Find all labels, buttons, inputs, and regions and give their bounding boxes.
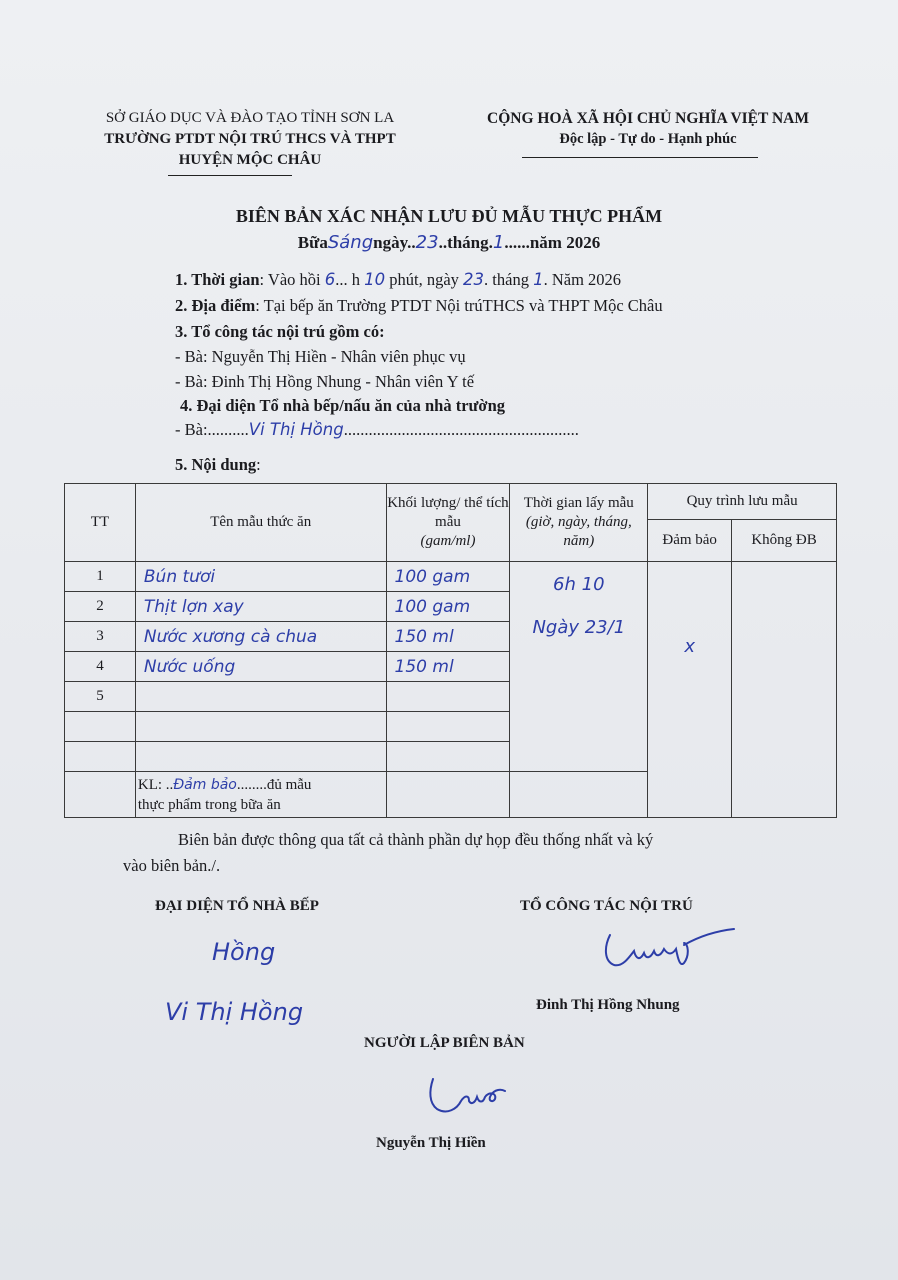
ok-cell [648,562,732,818]
col-ok: Đảm bảo [648,520,732,562]
closing-line-2: vào biên bản./. [123,856,221,875]
conclusion-value: Đảm bảo [173,776,237,793]
meal-year: năm 2026 [529,233,601,252]
section-board-label: 3. Tổ công tác nội trú gồm có: [175,322,385,341]
section-time-month: 1 [533,270,544,289]
row-food: Nước xương cà chua [135,622,386,652]
meal-name: Sáng [327,232,374,253]
section-time-text-b: h [351,270,360,289]
meal-month: 1 [492,232,505,253]
not-ok-cell [732,562,837,818]
board-signature-title: TỔ CÔNG TÁC NỘI TRÚ [520,898,693,914]
meal-day-label: ngày [373,233,408,252]
row-tt: 2 [65,592,136,622]
row-food: Thịt lợn xay [135,592,386,622]
section-content-label: 5. Nội dung [175,455,257,474]
row-weight: 150 ml [386,622,510,652]
section-time-label: 1. Thời gian [175,270,260,289]
col-time-unit: (giờ, ngày, tháng, năm) [525,514,632,549]
kitchen-name-handwritten: Vi Thị Hồng [165,998,304,1026]
section-time-text-d: tháng [492,270,529,289]
ok-mark: x [684,636,695,657]
kitchen-signature-title: ĐẠI DIỆN TỔ NHÀ BẾP [155,898,319,914]
row-food [135,682,386,712]
section-location-text: : Tại bếp ăn Trường PTDT Nội trúTHCS và THPT Mộc Châu [255,296,663,315]
col-weight-label: Khối lượng/ thể tích mẫu [387,495,509,530]
closing-line-1: Biên bản được thông qua tất cả thành phần dự họp đều thống nhất và ký [178,830,654,849]
meal-day: 23 [415,232,439,253]
document-title: BIÊN BẢN XÁC NHẬN LƯU ĐỦ MẪU THỰC PHẨM [235,206,663,226]
row-tt: 3 [65,622,136,652]
section-kitchen-label: 4. Đại diện Tổ nhà bếp/nấu ăn của nhà trường [180,396,505,415]
maker-signature-title: NGƯỜI LẬP BIÊN BẢN [364,1035,525,1051]
maker-name: Nguyễn Thị Hiền [376,1135,486,1151]
section-kitchen-rep: - Bà:..........Vi Thị Hồng......................................................... [175,420,579,439]
row-food: Bún tươi [135,562,386,592]
conclusion-cell [135,772,386,818]
col-time-label: Thời gian lấy mẫu [523,495,634,511]
conclusion-prefix: KL: .. [137,776,174,793]
header-motto: Độc lập - Tự do - Hạnh phúc [559,131,737,147]
section-time-text-c: phút, ngày [389,270,459,289]
section-time-hour: 6 [324,270,336,289]
row-weight: 100 gam [386,562,510,592]
section-time-text-e: . Năm 2026 [543,270,622,289]
meal-line: BữaSángngày..23..tháng.1......năm 2026 [297,232,601,253]
conclusion-time-empty [510,772,648,818]
section-time: 1. Thời gian: Vào hồi 6... h 10 phút, ngày 23. tháng 1. Năm 2026 [175,270,622,289]
header-left-underline [168,175,292,176]
section-time-text-a: : Vào hồi [259,270,321,289]
header-department: SỞ GIÁO DỤC VÀ ĐÀO TẠO TỈNH SƠN LA [105,110,395,126]
time-cell [510,562,648,772]
section-time-day: 23 [463,270,485,289]
conclusion-line2: thực phẩm trong bữa ăn [137,796,281,813]
maker-signature-icon [425,1073,510,1118]
section-content-colon: : [256,455,261,474]
section-location-label: 2. Địa điểm [175,296,256,315]
food-sample-table [64,483,837,818]
conclusion-suffix: ........đủ mẫu [236,776,312,793]
board-member-name: Đinh Thị Hồng Nhung [536,997,680,1013]
meal-month-label: tháng [447,233,489,252]
row-tt: 1 [65,562,136,592]
section-content [175,455,261,475]
row-tt: 4 [65,652,136,682]
col-tt: TT [65,484,136,562]
time-hour: 6h 10 [553,574,605,595]
table-row [65,562,837,592]
board-member-1: - Bà: Nguyễn Thị Hiền - Nhân viên phục vụ [175,347,466,366]
header-country: CỘNG HOÀ XÃ HỘI CHỦ NGHĨA VIỆT NAM [487,110,809,127]
conclusion-weight-empty [386,772,510,818]
board-signature-icon [598,925,743,975]
row-tt: 5 [65,682,136,712]
kitchen-signature: Hồng [212,938,276,966]
section-location [175,296,663,316]
header-left [60,108,440,171]
row-weight [386,682,510,712]
col-not-ok: Không ĐB [732,520,837,562]
section-time-minute: 10 [364,270,386,289]
col-time [510,484,648,562]
conclusion-spacer [65,772,136,818]
header-school: TRƯỜNG PTDT NỘI TRÚ THCS VÀ THPT [104,131,396,147]
col-weight [386,484,510,562]
time-date: Ngày 23/1 [532,617,626,638]
row-weight: 100 gam [386,592,510,622]
col-weight-unit: (gam/ml) [420,533,476,549]
row-weight: 150 ml [386,652,510,682]
col-process: Quy trình lưu mẫu [648,484,837,520]
col-food-name: Tên mẫu thức ăn [135,484,386,562]
header-right-underline [522,157,758,158]
header-district: HUYỆN MỘC CHÂU [178,152,322,168]
kitchen-rep-name: Vi Thị Hồng [248,420,344,439]
header-right [448,108,848,150]
kitchen-rep-prefix: - Bà: [175,420,208,439]
meal-prefix: Bữa [297,233,328,252]
board-member-2: - Bà: Đinh Thị Hồng Nhung - Nhân viên Y tế [175,372,475,391]
row-food: Nước uống [135,652,386,682]
